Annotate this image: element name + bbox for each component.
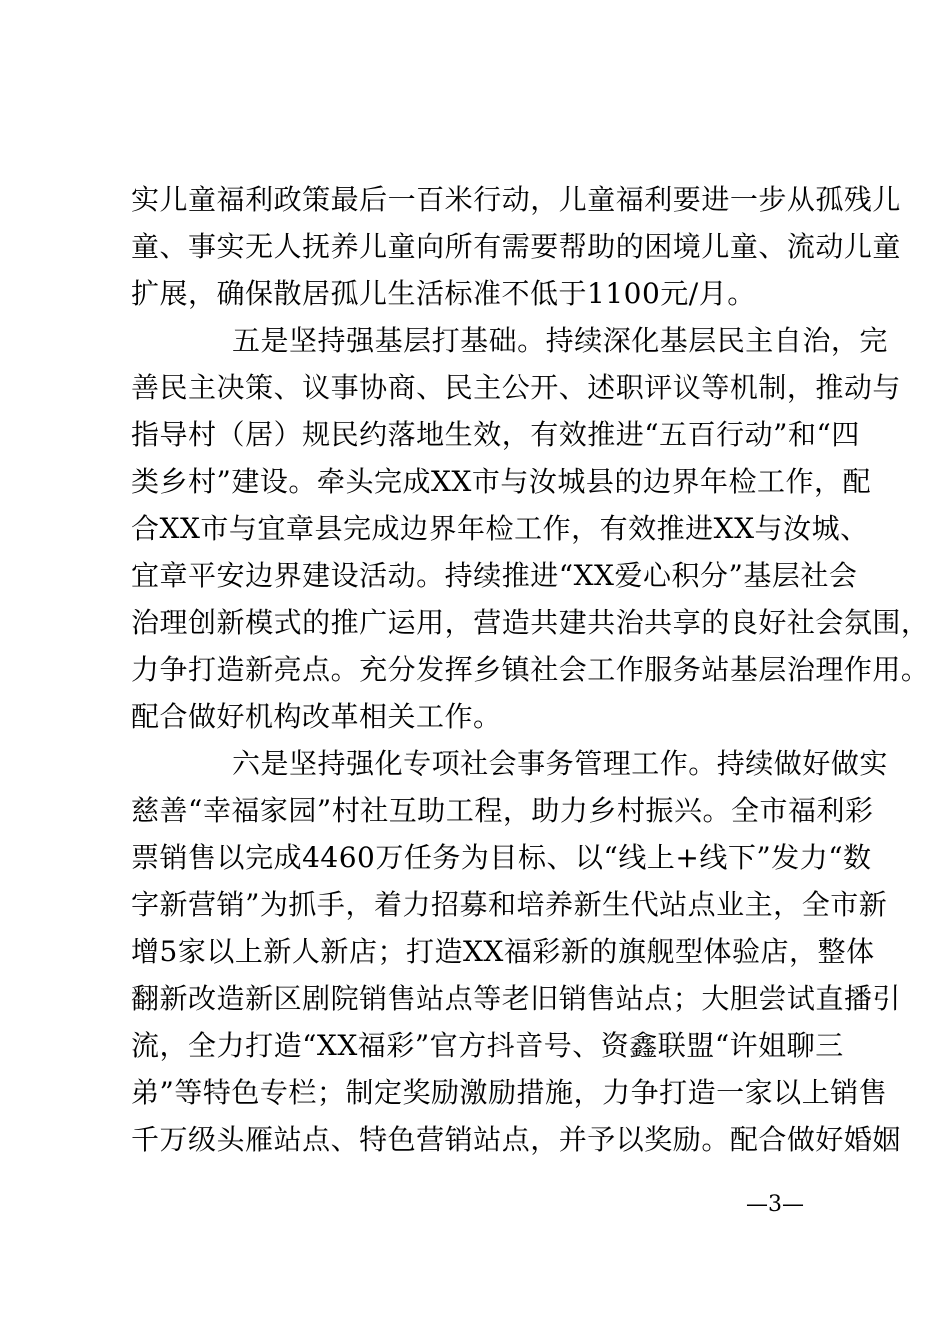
text-line: 配合做好机构改革相关工作。 — [131, 700, 502, 733]
text-line: 合 XX 市 与 宜 章 县 完 成 边 界 年 检 工 作 ， 有 效 推 进 XX 与 汝 城 、 — [131, 512, 869, 545]
text-line: 慈 善 “ 幸 福 家 园 ” 村 社 互 助 工 程 ， 助 力 乡 村 振 兴 。 全 市 福 利 彩 — [131, 794, 874, 827]
text-line: 翻 新 改 造 新 区 剧 院 销 售 站 点 等 老 旧 销 售 站 点 ； 大 胆 尝 试 直 播 引 — [131, 982, 901, 1015]
text-line: 扩展，确保散居孤儿生活标准不低于1100元/月。 — [131, 277, 756, 310]
text-line: 宜 章 平 安 边 界 建 设 活 动 。 持 续 推 进 “ XX 爱 心 积 分 ” 基 层 社 会 — [131, 559, 858, 592]
text-line: 类 乡 村 ” 建 设 。 牵 头 完 成 XX 市 与 汝 城 县 的 边 界 年 检 工 作 ， 配 — [131, 465, 872, 498]
text-line: 弟 ” 等 特 色 专 栏 ； 制 定 奖 励 激 励 措 施 ， 力 争 打 造 一 家 以 上 销 售 — [131, 1076, 888, 1109]
page-number: —3— — [746, 1192, 804, 1217]
text-line: 力 争 打 造 新 亮 点 。 充 分 发 挥 乡 镇 社 会 工 作 服 务 站 基 层 治 理 作 用 。 — [131, 653, 930, 686]
text-line: 增 5 家 以 上 新 人 新 店 ； 打 造 XX 福 彩 新 的 旗 舰 型 体 验 店 ， 整 体 — [131, 935, 875, 968]
text-line: 童 、 事 实 无 人 抚 养 儿 童 向 所 有 需 要 帮 助 的 困 境 儿 童 、 流 动 儿 童 — [131, 230, 901, 263]
text-line: 千 万 级 头 雁 站 点 、 特 色 营 销 站 点 ， 并 予 以 奖 励 。 配 合 做 好 婚 姻 — [131, 1123, 901, 1156]
text-line: 实 儿 童 福 利 政 策 最 后 一 百 米 行 动 ， 儿 童 福 利 要 进 一 步 从 孤 残 儿 — [131, 183, 901, 216]
paragraph-start-line: 六 是 坚 持 强 化 专 项 社 会 事 务 管 理 工 作 。 持 续 做 好 做 实 — [232, 747, 888, 780]
text-line: 指 导 村 （ 居 ） 规 民 约 落 地 生 效 ， 有 效 推 进 “ 五 百 行 动 ” 和 “ 四 — [131, 418, 860, 451]
text-line: 善 民 主 决 策 、 议 事 协 商 、 民 主 公 开 、 述 职 评 议 等 机 制 ， 推 动 与 — [131, 371, 901, 404]
paragraph-start-line: 五 是 坚 持 强 基 层 打 基 础 。 持 续 深 化 基 层 民 主 自 治 ， 完 — [232, 324, 888, 357]
text-line: 票 销 售 以 完 成 4460 万 任 务 为 目 标 、 以 “ 线 上 + 线 下 ” 发 力 “ 数 — [131, 841, 872, 874]
text-line: 字 新 营 销 ” 为 抓 手 ， 着 力 招 募 和 培 养 新 生 代 站 点 业 主 ， 全 市 新 — [131, 888, 888, 921]
text-line: 流 ， 全 力 打 造 “ XX 福 彩 ” 官 方 抖 音 号 、 资 鑫 联 盟 “ 许 姐 聊 三 — [131, 1029, 844, 1062]
text-line: 治 理 创 新 模 式 的 推 广 运 用 ， 营 造 共 建 共 治 共 享 的 良 好 社 会 氛 围 ， — [131, 606, 930, 639]
